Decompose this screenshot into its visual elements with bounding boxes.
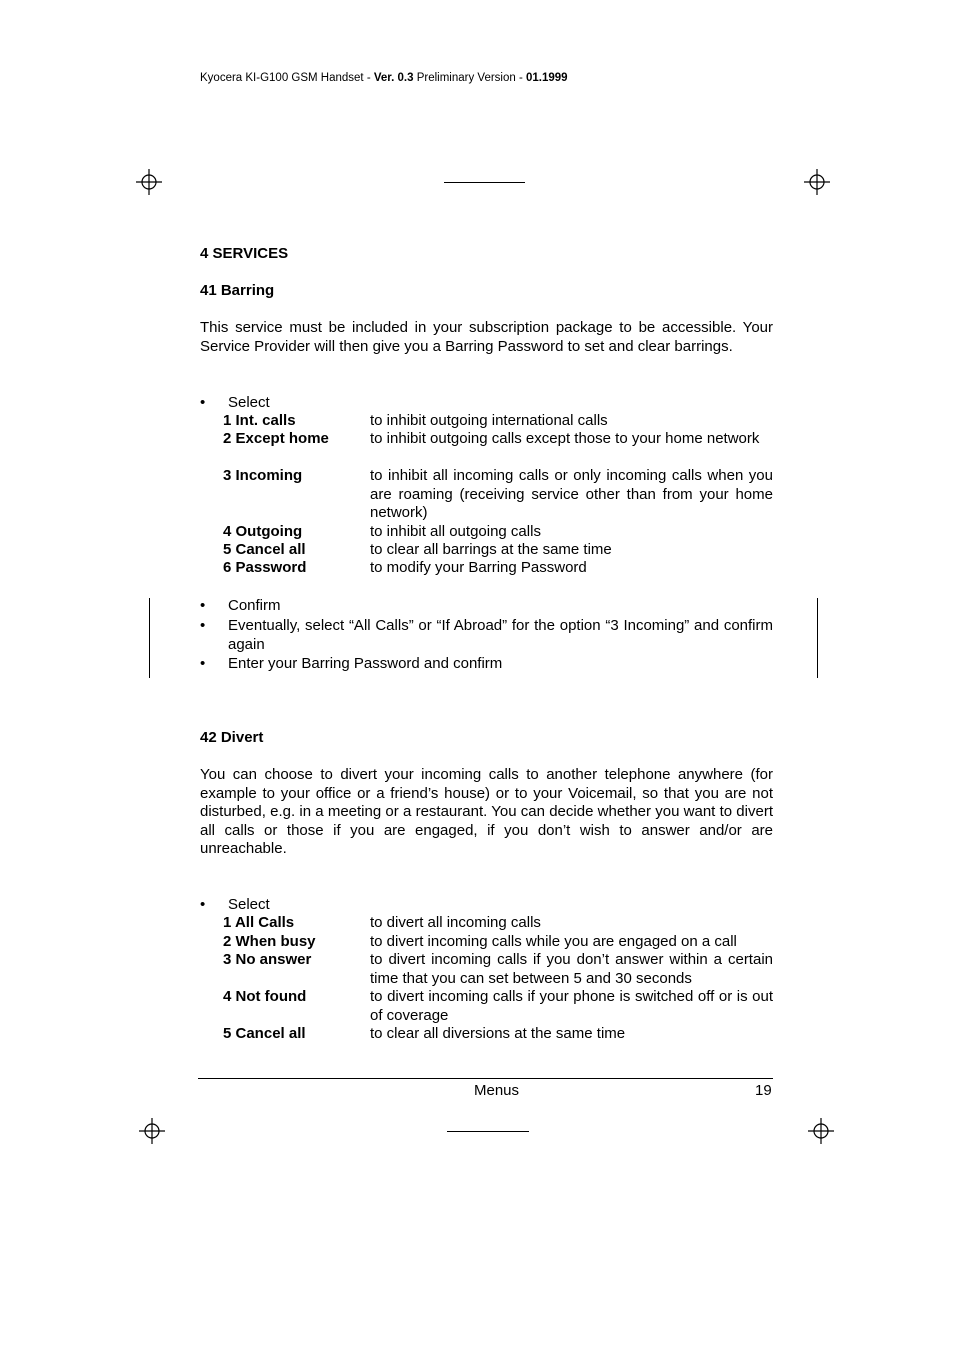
divert-title: 42 Divert (200, 729, 264, 746)
barring-title: 41 Barring (200, 282, 275, 299)
option-key: 1 All Calls (223, 914, 295, 931)
option-desc: to clear all barrings at the same time (370, 541, 612, 558)
step-text: Confirm (228, 597, 281, 614)
bullet-mark: • (200, 655, 206, 672)
barring-option (223, 541, 773, 560)
option-key: 3 Incoming (223, 467, 303, 484)
option-key: 4 Not found (223, 988, 307, 1005)
section-title: 4 SERVICES (200, 245, 289, 262)
divert-select-text: Select (228, 896, 270, 913)
option-key: 3 No answer (223, 951, 312, 968)
barring-select-text: Select (228, 394, 270, 411)
bullet-mark: • (200, 896, 206, 913)
divert-option (223, 1025, 773, 1044)
barring-intro: This service must be included in your subscription package to be accessible. Your Service Provider will then give you a Barring Password to set and clear barrings. (200, 319, 773, 355)
bullet-mark: • (200, 617, 206, 634)
option-desc: to inhibit outgoing international calls (370, 412, 608, 429)
barring-step (200, 655, 773, 674)
step-text: Enter your Barring Password and confirm (228, 655, 503, 672)
bullet-mark: • (200, 394, 206, 411)
option-desc: to divert incoming calls if you don’t answer within a certain time that you can set between 5 and 30 seconds (370, 951, 773, 987)
bullet-mark: • (200, 597, 206, 614)
barring-option (223, 467, 773, 523)
running-header (200, 72, 568, 84)
option-key: 5 Cancel all (223, 541, 306, 558)
barring-option (223, 430, 773, 449)
registration-mark-bottom-right (808, 1118, 834, 1144)
option-desc: to divert all incoming calls (370, 914, 541, 931)
barring-step (200, 597, 773, 616)
option-desc: to inhibit outgoing calls except those to your home network (370, 430, 760, 447)
crop-line-bottom (447, 1131, 529, 1132)
option-key: 2 When busy (223, 933, 316, 950)
barring-select-bullet (200, 394, 773, 413)
option-desc: to modify your Barring Password (370, 559, 587, 576)
barring-option (223, 559, 773, 578)
barring-option (223, 412, 773, 431)
fold-line-left (149, 598, 150, 678)
divert-option (223, 951, 773, 988)
divert-option (223, 933, 773, 952)
divert-option (223, 988, 773, 1025)
barring-step (200, 617, 773, 654)
option-key: 5 Cancel all (223, 1025, 306, 1042)
footer-label: Menus (474, 1082, 520, 1099)
footer-rule (198, 1078, 773, 1079)
fold-line-right (817, 598, 818, 678)
divert-option (223, 914, 773, 933)
option-desc: to clear all diversions at the same time (370, 1025, 626, 1042)
divert-select-bullet (200, 896, 773, 915)
header-version: Ver. 0.3 (373, 72, 414, 84)
barring-option (223, 523, 773, 542)
registration-mark-bottom-left (139, 1118, 165, 1144)
option-desc: to divert incoming calls if your phone is switched off or is out of coverage (370, 988, 773, 1024)
option-key: 4 Outgoing (223, 523, 303, 540)
crop-line-top (444, 182, 525, 183)
header-date: 01.1999 (526, 72, 568, 84)
option-key: 1 Int. calls (223, 412, 296, 429)
page-number: 19 (755, 1082, 772, 1099)
header-middle: Preliminary Version - (413, 72, 526, 84)
divert-intro: You can choose to divert your incoming calls to another telephone anywhere (for example to your office or a friend’s house) or to your Voicemail, so that you are not disturbed, e.g. in a meeting or a restaurant. You can decide whether you want to divert all calls or those if you are engaged, if you don’t wish to answer and/or are unreachable. (200, 766, 773, 857)
option-key: 6 Password (223, 559, 307, 576)
option-desc: to divert incoming calls while you are engaged on a call (370, 933, 737, 950)
registration-mark-top-right (804, 169, 830, 195)
registration-mark-top-left (136, 169, 162, 195)
option-key: 2 Except home (223, 430, 329, 447)
header-prefix: Kyocera KI-G100 GSM Handset - (200, 72, 374, 84)
option-desc: to inhibit all incoming calls or only incoming calls when you are roaming (receiving service other than from your home network) (370, 467, 773, 521)
option-desc: to inhibit all outgoing calls (370, 523, 541, 540)
step-text: Eventually, select “All Calls” or “If Abroad” for the option “3 Incoming” and confirm again (228, 617, 773, 653)
